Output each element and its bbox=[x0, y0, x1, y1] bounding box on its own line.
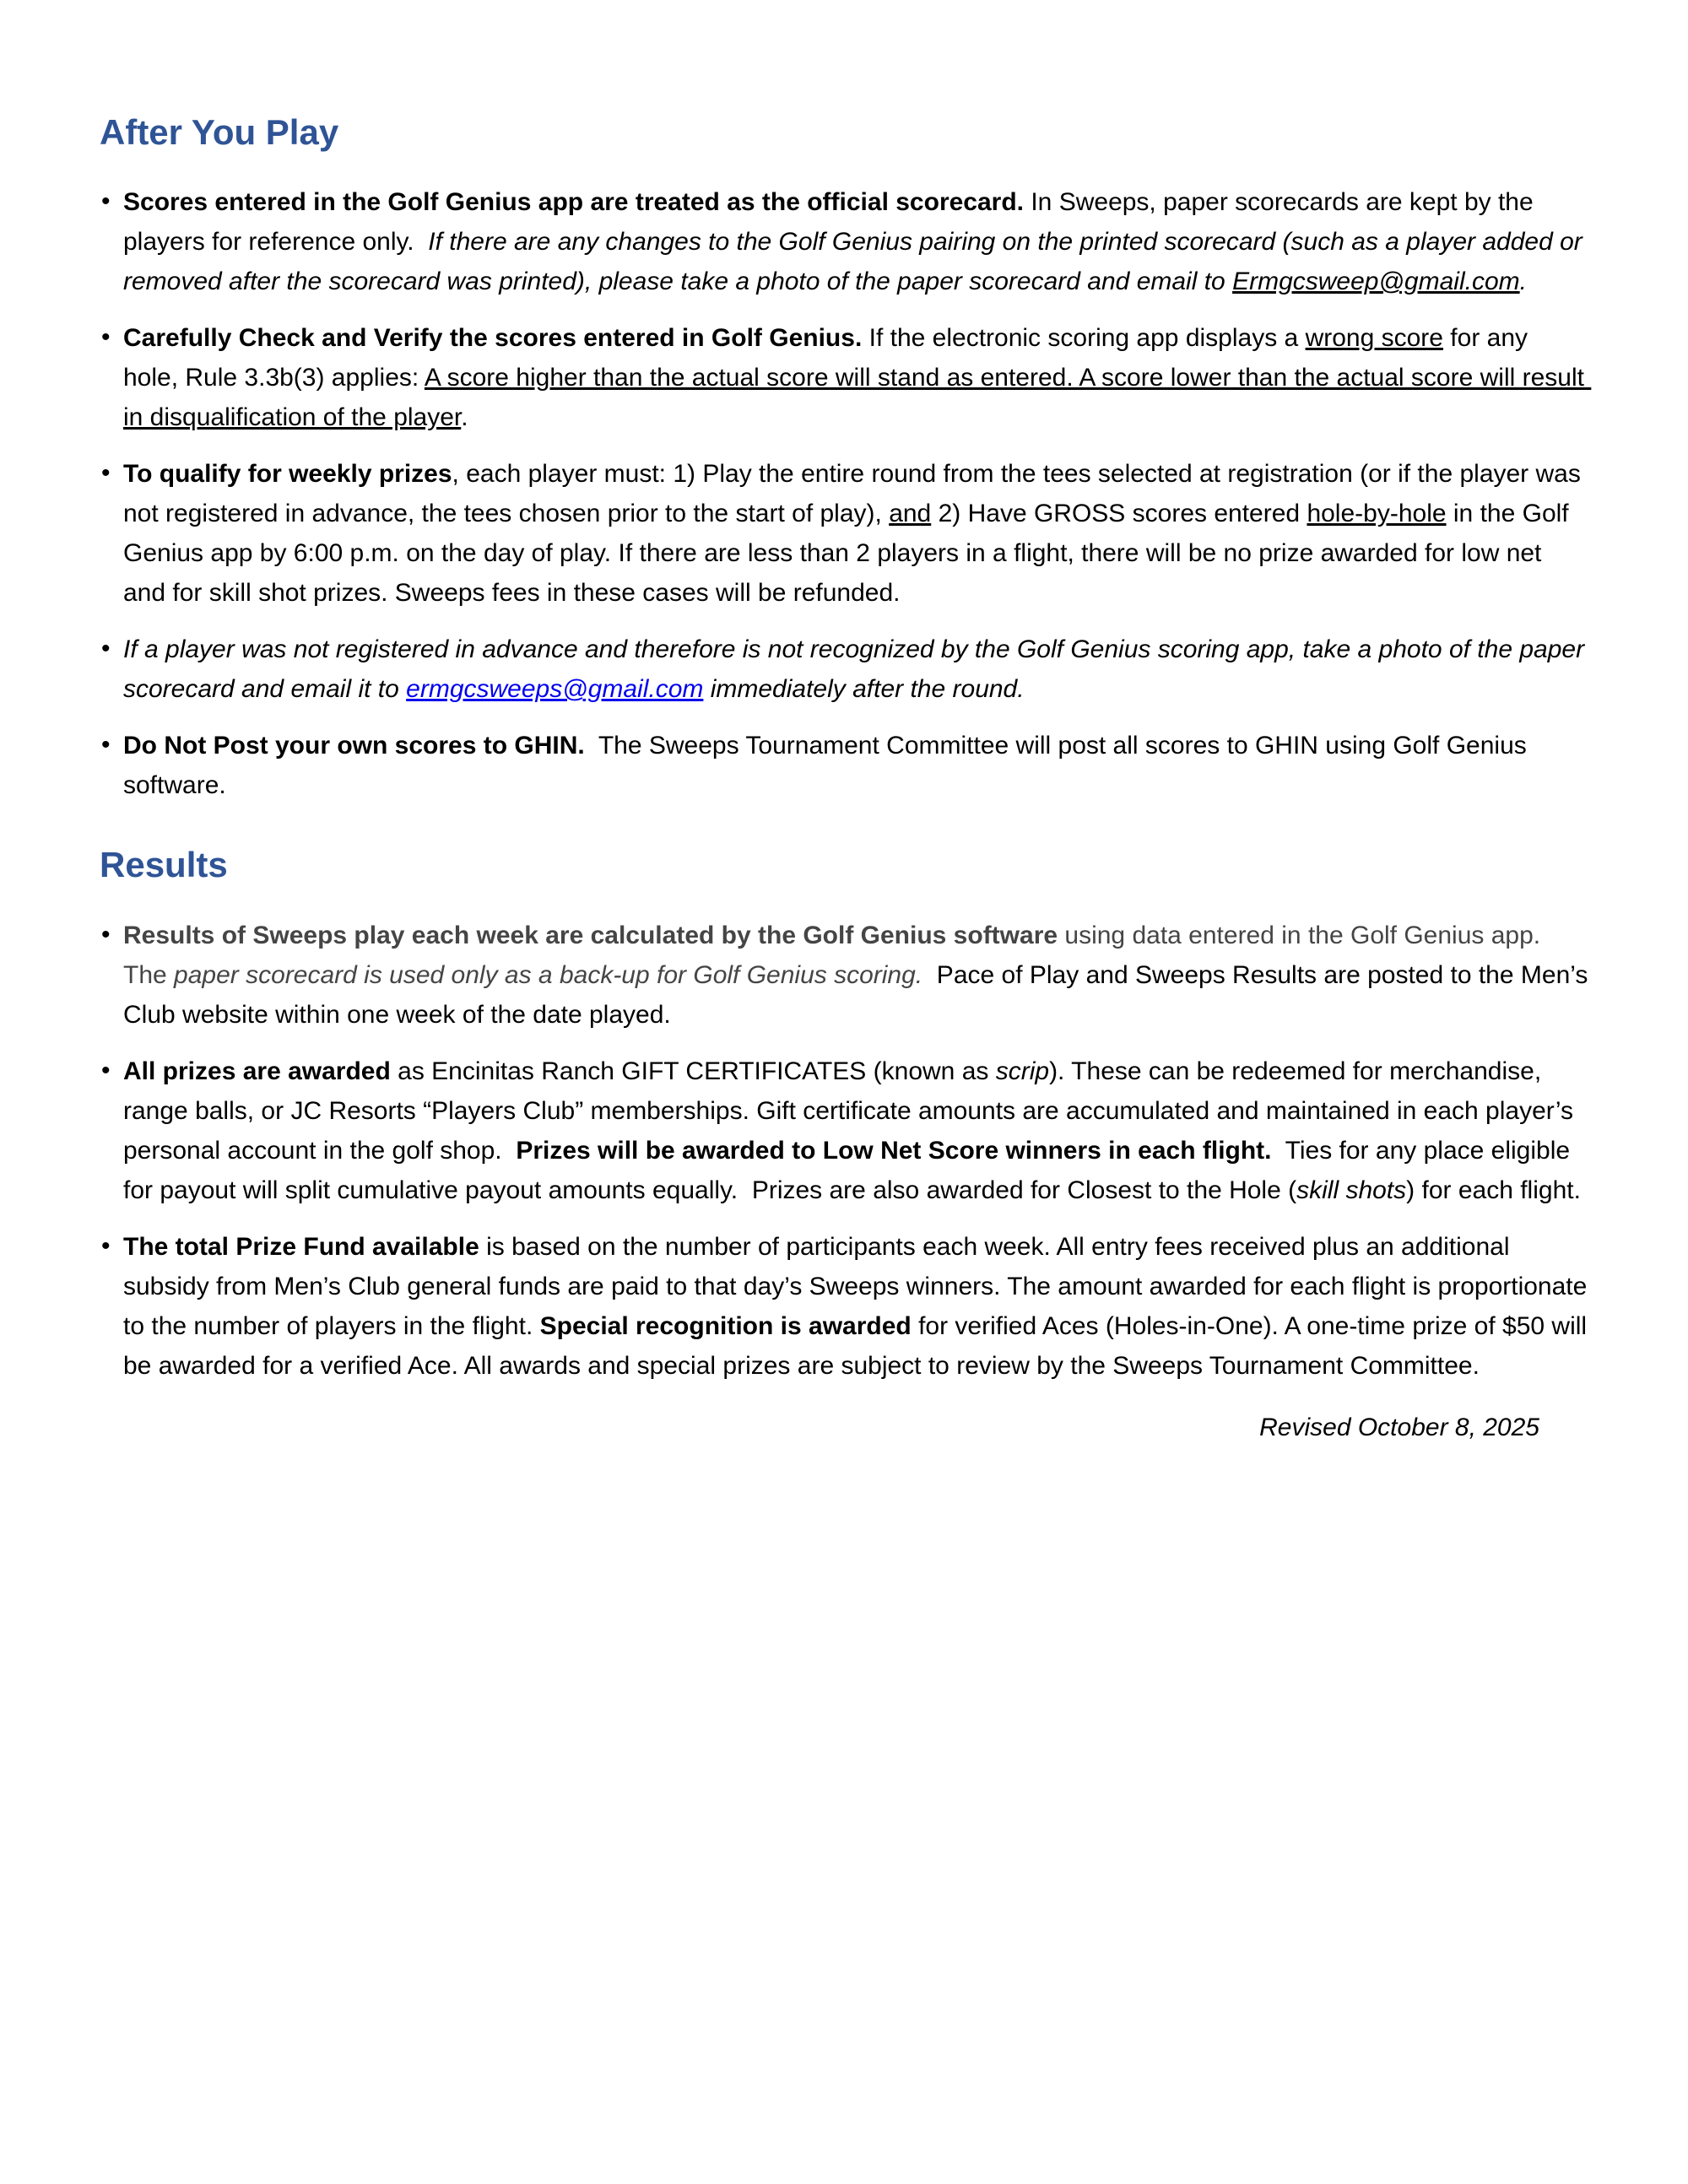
text-run: . bbox=[461, 403, 468, 432]
bullet-check-and-verify bbox=[100, 318, 1592, 437]
text-run: Prizes will be awarded to Low Net Score winners in each flight. bbox=[516, 1136, 1272, 1165]
text-run: and bbox=[889, 500, 932, 528]
text-run: skill shots bbox=[1296, 1176, 1407, 1204]
bullet-do-not-post-ghin bbox=[100, 726, 1588, 805]
text-run: for any hole, Rule 3.3b(3) applies: bbox=[123, 324, 1535, 392]
text-run: The total Prize Fund available bbox=[123, 1232, 479, 1261]
text-run: wrong score bbox=[1305, 324, 1443, 353]
text-run: If the electronic scoring app displays a bbox=[862, 324, 1306, 353]
bullet-not-registered bbox=[100, 630, 1592, 709]
bullet-results-calculated bbox=[100, 916, 1595, 1035]
text-run: A score higher than the actual score will stand as entered. A score lower than the actual score will result in disqualification of the player bbox=[123, 364, 1592, 432]
text-run: The Sweeps Tournament Committee will post all scores to GHIN using Golf Genius software. bbox=[123, 732, 1534, 800]
text-run: ). These can be redeemed for merchandise, range balls, or JC Resorts “Players Club” memberships. Gift certificate amounts are accumulated and maintained in each player’s personal account in the golf shop. bbox=[123, 1057, 1581, 1165]
bullet-qualify-weekly-prizes bbox=[100, 454, 1588, 613]
email-link-ermgcsweep[interactable]: Ermgcsweep@gmail.com bbox=[1232, 268, 1520, 296]
text-run: Carefully Check and Verify the scores entered in Golf Genius. bbox=[123, 324, 863, 353]
text-run: is based on the number of participants each week. All entry fees received plus an additional subsidy from Men’s Club general funds are paid to that day’s Sweeps winners. The amount awarded for each flight is proportionate to the number of players in the flight. bbox=[123, 1232, 1594, 1340]
text-run: Do Not Post your own scores to GHIN. bbox=[123, 732, 585, 760]
text-run: ) for each flight. bbox=[1406, 1176, 1581, 1204]
text-run: as Encinitas Ranch GIFT CERTIFICATES (known as bbox=[390, 1057, 996, 1085]
text-run: If there are any changes to the Golf Genius pairing on the printed scorecard (such as a player added or removed after the scorecard was printed), please take a photo of the paper scorecard and email to bbox=[123, 228, 1590, 296]
text-run: If a player was not registered in advance and therefore is not recognized by the Golf Genius scoring app, take a photo of the paper scorecard and email it to bbox=[123, 635, 1592, 704]
bullet-list-results bbox=[100, 916, 1595, 1386]
bullet-total-prize-fund bbox=[100, 1227, 1594, 1386]
bullet-prizes-gift-certificates bbox=[100, 1051, 1588, 1210]
text-run: Special recognition is awarded bbox=[539, 1311, 912, 1340]
text-run: paper scorecard is used only as a back-up for Golf Genius scoring. bbox=[174, 960, 923, 989]
text-run: Scores entered in the Golf Genius app are treated as the official scorecard. bbox=[123, 188, 1025, 217]
text-run: immediately after the round. bbox=[703, 675, 1025, 704]
text-run: in the Golf Genius app by 6:00 p.m. on the day of play. If there are less than 2 players in a flight, there will be no prize awarded for low net and for skill shot prizes. Sweeps fees in these cases will be refunded. bbox=[123, 500, 1576, 608]
text-run: To qualify for weekly prizes bbox=[123, 460, 452, 489]
text-run: for verified Aces (Holes-in-One). A one-time prize of $50 will be awarded for a verified Ace. All awards and special prizes are subject to review by the Sweeps Tournament Committee. bbox=[123, 1311, 1594, 1380]
text-run: Pace of Play and Sweeps Results are posted to the Men’s Club website within one week of the date played. bbox=[123, 960, 1595, 1029]
text-run: Results of Sweeps play each week are calculated by the Golf Genius software bbox=[123, 921, 1058, 949]
email-link-ermgcsweeps[interactable]: ermgcsweeps@gmail.com bbox=[406, 675, 704, 704]
text-run: scrip bbox=[995, 1057, 1050, 1085]
text-run: . bbox=[1519, 268, 1527, 296]
text-run: using data entered in the Golf Genius app. The bbox=[123, 921, 1547, 989]
text-run: 2) Have GROSS scores entered bbox=[931, 500, 1307, 528]
text-run: Ties for any place eligible for payout will split cumulative payout amounts equally. Prizes are also awarded for Closest to the Hole ( bbox=[123, 1136, 1577, 1204]
text-run: , each player must: 1) Play the entire round from the tees selected at registration (or if the player was not registered in advance, the tees chosen prior to the start of play), bbox=[123, 460, 1588, 528]
revision-date: Revised October 8, 2025 bbox=[1259, 1413, 1539, 1441]
section-results bbox=[100, 844, 1595, 1385]
section-heading-results: Results bbox=[100, 845, 228, 885]
text-run: hole-by-hole bbox=[1307, 500, 1447, 528]
text-run: All prizes are awarded bbox=[123, 1057, 391, 1085]
text-run: In Sweeps, paper scorecards are kept by the players for reference only. bbox=[123, 188, 1541, 257]
bullet-list-after-you-play bbox=[100, 182, 1592, 805]
section-heading-after-you-play: After You Play bbox=[100, 112, 339, 152]
section-after-you-play bbox=[100, 111, 1592, 805]
bullet-official-scorecard bbox=[100, 182, 1588, 301]
